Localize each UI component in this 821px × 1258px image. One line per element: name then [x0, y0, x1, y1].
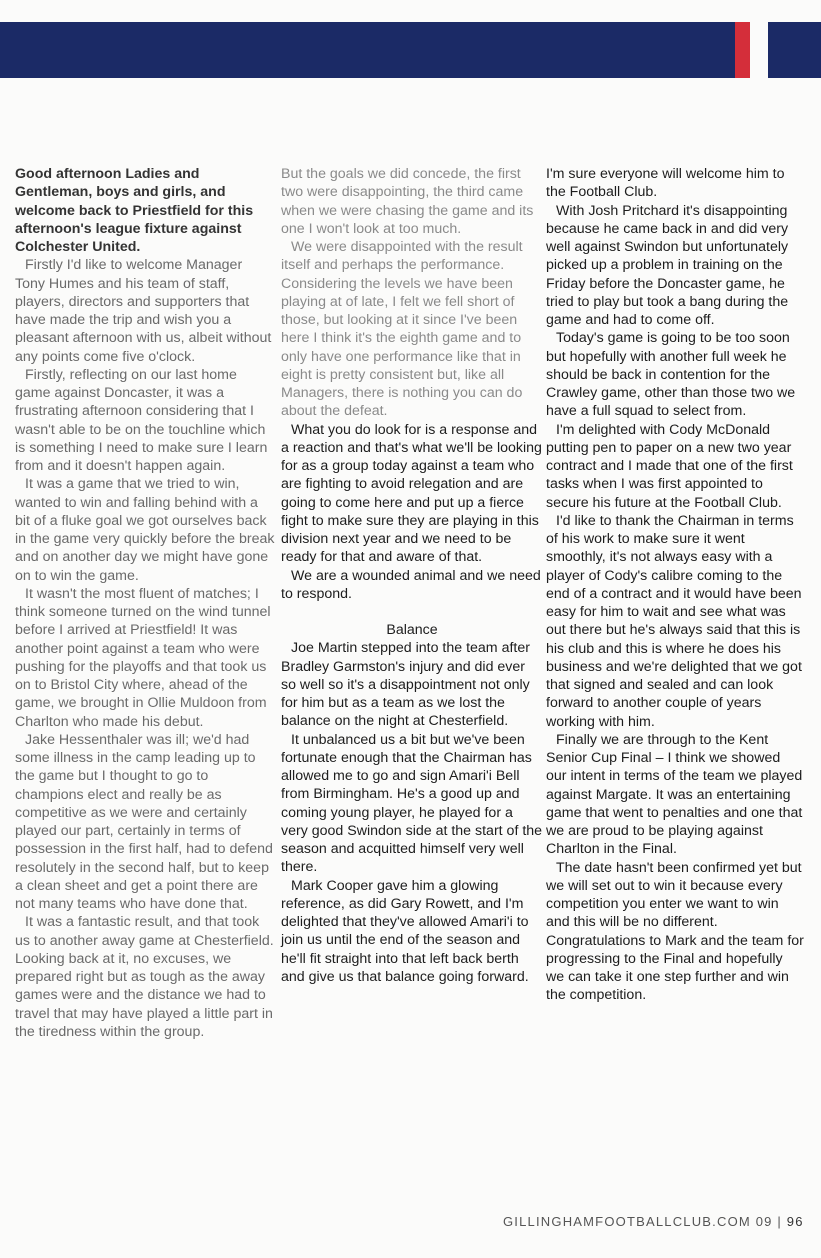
body-paragraph: We are a wounded animal and we need to respond. — [281, 567, 541, 602]
page-number: 96 — [786, 1214, 804, 1229]
column-1 — [15, 165, 275, 1041]
body-paragraph: It was a fantastic result, and that took us to another away game at Chesterfield. Looking back at it, no excuses, we prepared right but as tough as the away games were and the distance we had to travel that may have played a little part in the tiredness within the group. — [15, 914, 274, 1040]
header-banner-accent — [735, 22, 750, 78]
body-paragraph: Finally we are through to the Kent Senior Cup Final – I think we showed our intent in terms of the team we played against Margate. It was an entertaining game that went to penalties and one that we are proud to be playing against Charlton in the Final. — [546, 731, 803, 858]
section-heading-balance: Balance — [386, 622, 438, 638]
footer-site: GILLINGHAMFOOTBALLCLUB.COM 09 — [503, 1214, 773, 1229]
page-footer — [503, 1214, 804, 1229]
body-paragraph: It was a game that we tried to win, wanted to win and falling behind with a bit of a fluke goal we got ourselves back in the game very quickly before the break and on another day we might have gone on to win the game. — [15, 476, 275, 584]
body-paragraph: I'd like to thank the Chairman in terms of his work to make sure it went smoothly, it's not always easy with a player of Cody's calibre coming to the end of a contract and it would have been easy for him to wait and see what was out there but he's always said that this is his club and this is where he does his business and we're delighted that we got that signed and sealed and can look forward to another couple of years working with him. — [546, 512, 802, 730]
header-banner — [0, 22, 821, 78]
body-paragraph: Jake Hessenthaler was ill; we'd had some illness in the camp leading up to the game but I thought to go to champions elect and really be as competitive as we were and certainly played our part, certainly in terms of possession in the first half, had to defend resolutely in the second half, but to keep a clean sheet and get a point there are not many teams who have done that. — [15, 731, 273, 912]
body-paragraph: Firstly, reflecting on our last home game against Doncaster, it was a frustrating afternoon considering that I wasn't able to be on the touchline which is something I need to make sure I learn from and it doesn't happen again. — [15, 366, 268, 474]
body-paragraph: The date hasn't been confirmed yet but we will set out to win it because every competition you enter we want to win and this will be no different. Congratulations to Mark and the team for progressing to the Final and hopefully we can take it one step further and win the competition. — [546, 859, 804, 1004]
column-2 — [281, 165, 543, 986]
body-paragraph: It unbalanced us a bit but we've been fortunate enough that the Chairman has allowed me to go and sign Amari'i Bell from Birmingham. He's a good up and coming young player, he played for a very good Swindon side at the start of the season and acquitted himself very well there. — [281, 731, 543, 876]
body-paragraph: We were disappointed with the result itself and perhaps the performance. Considering the levels we have been playing at of late, I felt we fell short of those, but looking at it since I've been here I think it's the eighth game and to only have one performance like that in eight is pretty consistent but, like all Managers, there is nothing you can do about the defeat. — [281, 239, 523, 420]
body-paragraph: I'm sure everyone will welcome him to the Football Club. — [546, 166, 785, 201]
body-paragraph: Mark Cooper gave him a glowing reference, as did Gary Rowett, and I'm delighted that they've allowed Amari'i to join us until the end of the season and he'll fit straight into that left back berth and give us that balance going forward. — [281, 877, 529, 985]
intro-paragraph: Good afternoon Ladies and Gentleman, boys and girls, and welcome back to Priestfield for this afternoon's league fixture against Colchester United. — [15, 166, 254, 255]
header-banner-gap — [750, 22, 768, 78]
body-paragraph: Today's game is going to be too soon but hopefully with another full week he should be back in contention for the Crawley game, other than those two we have a full squad to select from. — [546, 330, 796, 420]
body-paragraph: Joe Martin stepped into the team after Bradley Garmston's injury and did ever so well so it's a disappointment not only for him but as a team as we lost the balance on the night at Chesterfield. — [281, 640, 530, 730]
footer-separator: | — [777, 1214, 782, 1229]
body-paragraph: I'm delighted with Cody McDonald putting pen to paper on a new two year contract and I made that one of the first tasks when I was first appointed to secure his future at the Football Club. — [546, 421, 793, 511]
body-paragraph: But the goals we did concede, the first two were disappointing, the third came when we were chasing the game and its one I won't look at too much. — [281, 166, 534, 237]
body-paragraph: Firstly I'd like to welcome Manager Tony Humes and his team of staff, players, directors and supporters that have made the trip and wish you a pleasant afternoon with us, albeit without any points come five o'clock. — [15, 257, 272, 365]
body-paragraph: With Josh Pritchard it's disappointing because he came back in and did very well against Swindon but unfortunately picked up a problem in training on the Friday before the Doncaster game, he tried to play but took a bang during the game and had to come off. — [546, 202, 789, 328]
body-paragraph: What you do look for is a response and a reaction and that's what we'll be looking for as a group today against a team who are fighting to avoid relegation and are going to come here and put up a fierce fight to make sure they are playing in this division next year and we need to be ready for that and aware of that. — [281, 421, 542, 566]
body-paragraph: It wasn't the most fluent of matches; I think someone turned on the wind tunnel before I arrived at Priestfield! It was another point against a team who were pushing for the playoffs and that took us on to Bristol City where, ahead of the game, we brought in Ollie Muldoon from Charlton who made his debut. — [15, 585, 271, 730]
column-3 — [546, 165, 804, 1005]
